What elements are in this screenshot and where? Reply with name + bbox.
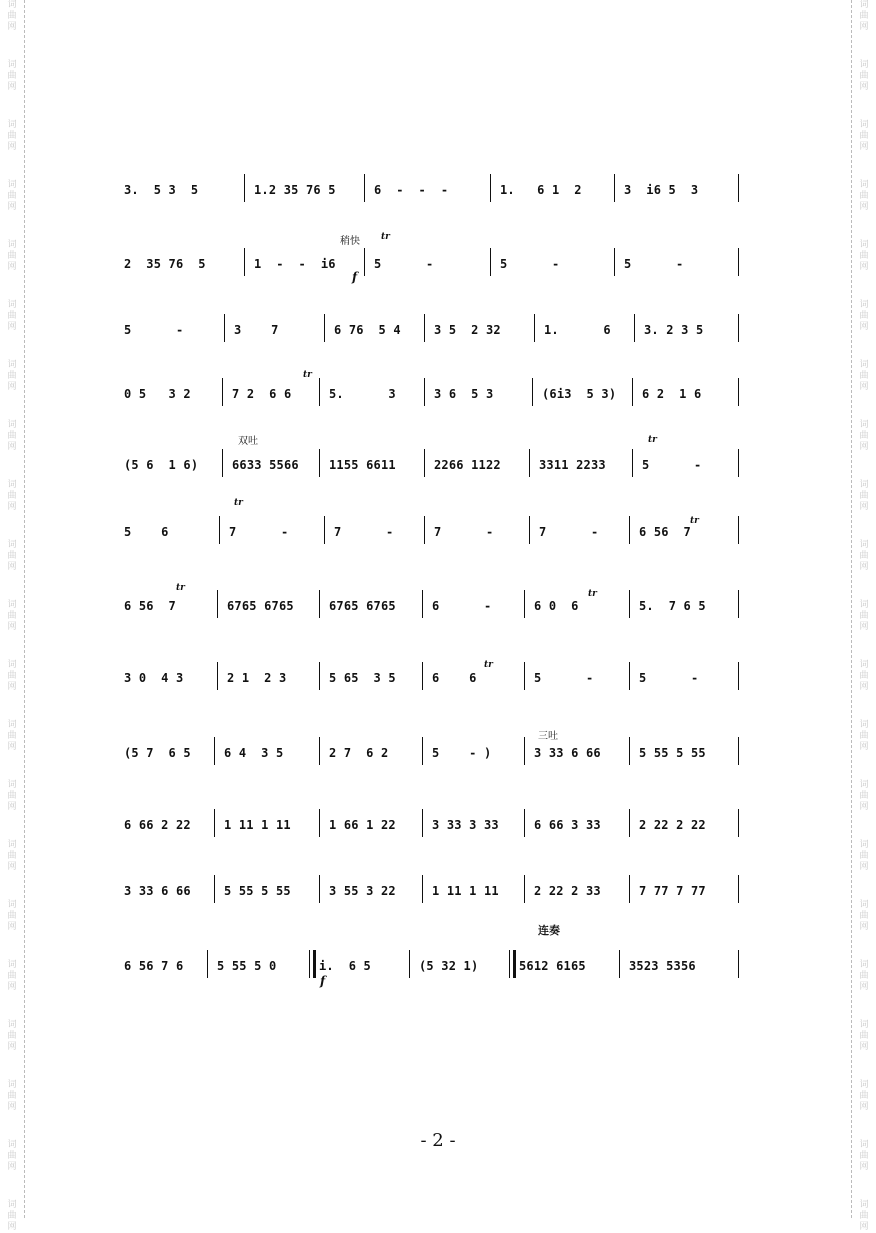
score-row xyxy=(118,948,748,988)
measure-notes: 5. 7 6 5 xyxy=(639,599,706,613)
measure-notes: 2 7 6 2 xyxy=(329,746,389,760)
barline xyxy=(324,516,325,544)
barline xyxy=(738,737,739,765)
measure xyxy=(633,514,740,554)
barline xyxy=(217,590,218,618)
measure-notes: 6 56 7 xyxy=(639,525,691,539)
barline xyxy=(738,590,739,618)
measure xyxy=(368,172,494,212)
watermark-text: 词 曲 网 xyxy=(859,840,869,872)
measure xyxy=(118,588,221,628)
barline xyxy=(738,950,739,978)
technique-shuangtu: 双吐 xyxy=(238,436,258,447)
watermark-text: 词 曲 网 xyxy=(7,600,17,632)
measure xyxy=(494,246,618,286)
measure xyxy=(528,660,633,700)
barline xyxy=(614,174,615,202)
watermark-text: 词 曲 网 xyxy=(859,1020,869,1052)
measure-notes: (5 32 1) xyxy=(419,959,479,973)
score-row xyxy=(118,447,748,487)
barline xyxy=(422,662,423,690)
barline xyxy=(214,737,215,765)
measure xyxy=(118,948,211,988)
measure xyxy=(428,514,533,554)
measure xyxy=(638,312,740,352)
barline xyxy=(219,516,220,544)
watermark-text: 词 曲 网 xyxy=(859,1200,869,1232)
barline xyxy=(319,809,320,837)
measure xyxy=(533,447,636,487)
measure xyxy=(323,376,428,416)
barline xyxy=(738,662,739,690)
measure-notes: 3311 2233 xyxy=(539,458,606,472)
barline xyxy=(524,875,525,903)
barline xyxy=(524,662,525,690)
watermark-text: 词 曲 网 xyxy=(7,900,17,932)
measure xyxy=(323,588,426,628)
measure xyxy=(636,447,740,487)
measure-notes: 3 55 3 22 xyxy=(329,884,396,898)
barline xyxy=(738,248,739,276)
measure xyxy=(633,807,740,847)
measure xyxy=(118,807,218,847)
barline xyxy=(222,449,223,477)
measure xyxy=(323,807,426,847)
barline xyxy=(422,809,423,837)
barline xyxy=(629,809,630,837)
measure xyxy=(218,873,323,913)
barline xyxy=(319,449,320,477)
watermark-text: 词 曲 网 xyxy=(7,120,17,152)
measure-notes: 1 11 1 11 xyxy=(432,884,499,898)
barline xyxy=(629,590,630,618)
measure xyxy=(226,376,323,416)
measure-notes: 2266 1122 xyxy=(434,458,501,472)
watermark-text: 词 曲 网 xyxy=(859,0,869,32)
barline xyxy=(409,950,410,978)
measure xyxy=(218,807,323,847)
watermark-text: 词 曲 网 xyxy=(859,420,869,452)
barline xyxy=(632,378,633,406)
dynamic-forte-2: f xyxy=(320,974,326,988)
measure-notes: 5 - ) xyxy=(432,746,492,760)
watermark-text: 词 曲 网 xyxy=(7,480,17,512)
measure xyxy=(226,447,323,487)
trill-mark: tr xyxy=(234,498,243,508)
measure-notes: 5612 6165 xyxy=(519,959,586,973)
measure-notes: 6 4 3 5 xyxy=(224,746,284,760)
measure xyxy=(118,514,223,554)
barline xyxy=(634,314,635,342)
barline xyxy=(629,516,630,544)
barline xyxy=(490,174,491,202)
barline xyxy=(424,449,425,477)
measure-notes: 7 2 6 6 xyxy=(232,387,292,401)
technique-santu: 三吐 xyxy=(538,731,558,742)
barline xyxy=(629,662,630,690)
measure-notes: 5 - xyxy=(534,671,594,685)
barline xyxy=(207,950,208,978)
barline xyxy=(509,950,516,978)
barline xyxy=(319,662,320,690)
measure xyxy=(228,312,328,352)
measure-notes: 7 - xyxy=(229,525,289,539)
measure xyxy=(323,447,428,487)
measure-notes: 6 66 2 22 xyxy=(124,818,191,832)
measure xyxy=(618,172,740,212)
score-row xyxy=(118,172,748,212)
barline xyxy=(224,314,225,342)
measure xyxy=(118,376,226,416)
measure-notes: 5 6 xyxy=(124,525,169,539)
score-row xyxy=(118,807,748,847)
barline xyxy=(424,314,425,342)
barline xyxy=(424,378,425,406)
score-row xyxy=(118,873,748,913)
measure xyxy=(633,735,740,775)
measure-notes: 1 11 1 11 xyxy=(224,818,291,832)
measure xyxy=(528,873,633,913)
barline xyxy=(524,809,525,837)
measure xyxy=(248,246,368,286)
measure xyxy=(426,873,528,913)
score-row xyxy=(118,735,748,775)
measure xyxy=(323,873,426,913)
watermark-text: 词 曲 网 xyxy=(859,960,869,992)
barline xyxy=(422,590,423,618)
watermark-text: 词 曲 网 xyxy=(859,300,869,332)
trill-mark: tr xyxy=(484,660,493,670)
measure-notes: 3 i6 5 3 xyxy=(624,183,699,197)
right-watermark-strip xyxy=(851,0,876,1232)
measure-notes: 3. 2 3 5 xyxy=(644,323,704,337)
measure-notes: i. 6 5 xyxy=(319,959,371,973)
score-row xyxy=(118,514,748,554)
measure-notes: 3 5 2 32 xyxy=(434,323,501,337)
barline xyxy=(532,378,533,406)
barline xyxy=(364,174,365,202)
measure xyxy=(633,660,740,700)
measure xyxy=(211,948,313,988)
measure-notes: 6 76 5 4 xyxy=(334,323,401,337)
watermark-text: 词 曲 网 xyxy=(7,1140,17,1172)
measure-notes: 5 - xyxy=(624,257,684,271)
watermark-text: 词 曲 网 xyxy=(859,540,869,572)
measure-notes: 0 5 3 2 xyxy=(124,387,191,401)
watermark-text: 词 曲 网 xyxy=(7,0,17,32)
measure-notes: 1155 6611 xyxy=(329,458,396,472)
measure xyxy=(426,807,528,847)
watermark-text: 词 曲 网 xyxy=(7,660,17,692)
watermark-text: 词 曲 网 xyxy=(859,600,869,632)
measure-notes: 6 6 xyxy=(432,671,477,685)
watermark-text: 词 曲 网 xyxy=(7,360,17,392)
measure xyxy=(413,948,513,988)
barline xyxy=(524,590,525,618)
measure xyxy=(248,172,368,212)
trill-mark: tr xyxy=(648,435,657,445)
measure-notes: (5 6 1 6) xyxy=(124,458,199,472)
watermark-text: 词 曲 网 xyxy=(859,180,869,212)
barline xyxy=(422,875,423,903)
measure xyxy=(218,735,323,775)
measure xyxy=(528,588,633,628)
measure-notes: 1. 6 xyxy=(544,323,611,337)
measure xyxy=(533,514,633,554)
measure-notes: 6 56 7 xyxy=(124,599,176,613)
left-watermark-strip xyxy=(0,0,25,1232)
watermark-text: 词 曲 网 xyxy=(859,240,869,272)
measure-notes: (5 7 6 5 xyxy=(124,746,191,760)
watermark-text: 词 曲 网 xyxy=(859,60,869,92)
page-number: - 2 - xyxy=(420,1130,456,1151)
trill-mark: tr xyxy=(303,370,312,380)
measure-notes: 3 0 4 3 xyxy=(124,671,184,685)
measure-notes: 2 35 76 5 xyxy=(124,257,206,271)
barline xyxy=(738,809,739,837)
measure xyxy=(323,735,426,775)
measure-notes: 3 33 6 66 xyxy=(534,746,601,760)
measure-notes: 6765 6765 xyxy=(227,599,294,613)
measure xyxy=(623,948,740,988)
measure-notes: 7 77 7 77 xyxy=(639,884,706,898)
watermark-text: 词 曲 网 xyxy=(7,540,17,572)
watermark-text: 词 曲 网 xyxy=(7,840,17,872)
trill-mark: tr xyxy=(588,589,597,599)
score-row xyxy=(118,588,748,628)
watermark-text: 词 曲 网 xyxy=(7,420,17,452)
measure-notes: 6 - xyxy=(432,599,492,613)
barline xyxy=(738,174,739,202)
watermark-text: 词 曲 网 xyxy=(7,300,17,332)
tempo-marking-shaokuai: 稍快 xyxy=(340,236,360,247)
measure-notes: 6633 5566 xyxy=(232,458,299,472)
barline xyxy=(632,449,633,477)
watermark-text: 词 曲 网 xyxy=(7,180,17,212)
measure xyxy=(118,172,248,212)
barline xyxy=(424,516,425,544)
measure xyxy=(323,660,426,700)
measure xyxy=(118,735,218,775)
measure xyxy=(328,312,428,352)
score-row xyxy=(118,376,748,416)
measure xyxy=(221,660,323,700)
barline xyxy=(629,875,630,903)
barline xyxy=(214,875,215,903)
barline xyxy=(529,516,530,544)
measure xyxy=(633,588,740,628)
measure-notes: 5 55 5 55 xyxy=(224,884,291,898)
measure-notes: (6i3 5 3) xyxy=(542,387,617,401)
barline xyxy=(319,378,320,406)
measure-notes: 2 1 2 3 xyxy=(227,671,287,685)
barline xyxy=(364,248,365,276)
measure xyxy=(528,807,633,847)
watermark-text: 词 曲 网 xyxy=(7,1020,17,1052)
measure-notes: 6765 6765 xyxy=(329,599,396,613)
measure xyxy=(328,514,428,554)
watermark-text: 词 曲 网 xyxy=(7,1200,17,1232)
measure xyxy=(118,312,228,352)
measure-notes: 3 33 6 66 xyxy=(124,884,191,898)
barline xyxy=(614,248,615,276)
technique-lianzou: 连奏 xyxy=(538,924,560,937)
measure xyxy=(513,948,623,988)
watermark-text: 词 曲 网 xyxy=(859,120,869,152)
barline xyxy=(619,950,620,978)
watermark-text: 词 曲 网 xyxy=(7,1080,17,1112)
measure-notes: 5 - xyxy=(124,323,184,337)
dynamic-forte-1: f xyxy=(352,270,358,284)
measure-notes: 1 66 1 22 xyxy=(329,818,396,832)
barline xyxy=(309,950,316,978)
barline xyxy=(319,590,320,618)
measure xyxy=(118,873,218,913)
barline xyxy=(524,737,525,765)
measure xyxy=(538,312,638,352)
measure-notes: 3 6 5 3 xyxy=(434,387,494,401)
watermark-text: 词 曲 网 xyxy=(7,960,17,992)
measure-notes: 5. 3 xyxy=(329,387,396,401)
barline xyxy=(490,248,491,276)
measure-notes: 3 33 3 33 xyxy=(432,818,499,832)
barline xyxy=(319,875,320,903)
measure-notes: 7 - xyxy=(334,525,394,539)
measure-notes: 1. 6 1 2 xyxy=(500,183,582,197)
score-row xyxy=(118,246,748,286)
measure xyxy=(118,447,226,487)
watermark-text: 词 曲 网 xyxy=(859,1140,869,1172)
measure-notes: 5 - xyxy=(639,671,699,685)
measure xyxy=(636,376,740,416)
measure-notes: 3 7 xyxy=(234,323,279,337)
watermark-text: 词 曲 网 xyxy=(859,660,869,692)
barline xyxy=(222,378,223,406)
watermark-text: 词 曲 网 xyxy=(859,720,869,752)
measure-notes: 6 66 3 33 xyxy=(534,818,601,832)
measure-notes: 6 0 6 xyxy=(534,599,579,613)
measure xyxy=(313,948,413,988)
barline xyxy=(244,248,245,276)
measure xyxy=(426,660,528,700)
watermark-text: 词 曲 网 xyxy=(7,240,17,272)
barline xyxy=(422,737,423,765)
measure-notes: 7 - xyxy=(539,525,599,539)
measure xyxy=(428,447,533,487)
barline xyxy=(629,737,630,765)
barline xyxy=(534,314,535,342)
measure xyxy=(118,246,248,286)
measure-notes: 5 55 5 55 xyxy=(639,746,706,760)
trill-mark: tr xyxy=(381,232,390,242)
barline xyxy=(324,314,325,342)
barline xyxy=(738,449,739,477)
measure xyxy=(618,246,740,286)
measure xyxy=(223,514,328,554)
measure-notes: 5 65 3 5 xyxy=(329,671,396,685)
barline xyxy=(529,449,530,477)
measure-notes: 2 22 2 22 xyxy=(639,818,706,832)
measure xyxy=(494,172,618,212)
measure-notes: 6 2 1 6 xyxy=(642,387,702,401)
measure-notes: 5 55 5 0 xyxy=(217,959,277,973)
measure-notes: 2 22 2 33 xyxy=(534,884,601,898)
watermark-text: 词 曲 网 xyxy=(7,780,17,812)
measure-notes: 6 - - - xyxy=(374,183,449,197)
measure xyxy=(118,660,221,700)
watermark-text: 词 曲 网 xyxy=(7,720,17,752)
measure-notes: 5 - xyxy=(642,458,702,472)
measure xyxy=(633,873,740,913)
measure xyxy=(428,376,536,416)
measure xyxy=(536,376,636,416)
watermark-text: 词 曲 网 xyxy=(859,780,869,812)
measure-notes: 7 - xyxy=(434,525,494,539)
measure xyxy=(221,588,323,628)
barline xyxy=(319,737,320,765)
measure-notes: 1 - - i6 xyxy=(254,257,336,271)
measure-notes: 5 - xyxy=(374,257,434,271)
watermark-text: 词 曲 网 xyxy=(7,60,17,92)
barline xyxy=(738,314,739,342)
watermark-text: 词 曲 网 xyxy=(859,480,869,512)
barline xyxy=(244,174,245,202)
barline xyxy=(217,662,218,690)
measure xyxy=(428,312,538,352)
measure-notes: 3. 5 3 5 xyxy=(124,183,199,197)
score-row xyxy=(118,312,748,352)
measure xyxy=(368,246,494,286)
barline xyxy=(214,809,215,837)
measure xyxy=(426,735,528,775)
measure xyxy=(426,588,528,628)
trill-mark: tr xyxy=(690,516,699,526)
measure-notes: 5 - xyxy=(500,257,560,271)
watermark-text: 词 曲 网 xyxy=(859,360,869,392)
watermark-text: 词 曲 网 xyxy=(859,1080,869,1112)
barline xyxy=(738,378,739,406)
measure-notes: 3523 5356 xyxy=(629,959,696,973)
measure-notes: 6 56 7 6 xyxy=(124,959,184,973)
trill-mark: tr xyxy=(176,583,185,593)
measure-notes: 1.2 35 76 5 xyxy=(254,183,336,197)
score-row xyxy=(118,660,748,700)
barline xyxy=(738,875,739,903)
barline xyxy=(738,516,739,544)
watermark-text: 词 曲 网 xyxy=(859,900,869,932)
